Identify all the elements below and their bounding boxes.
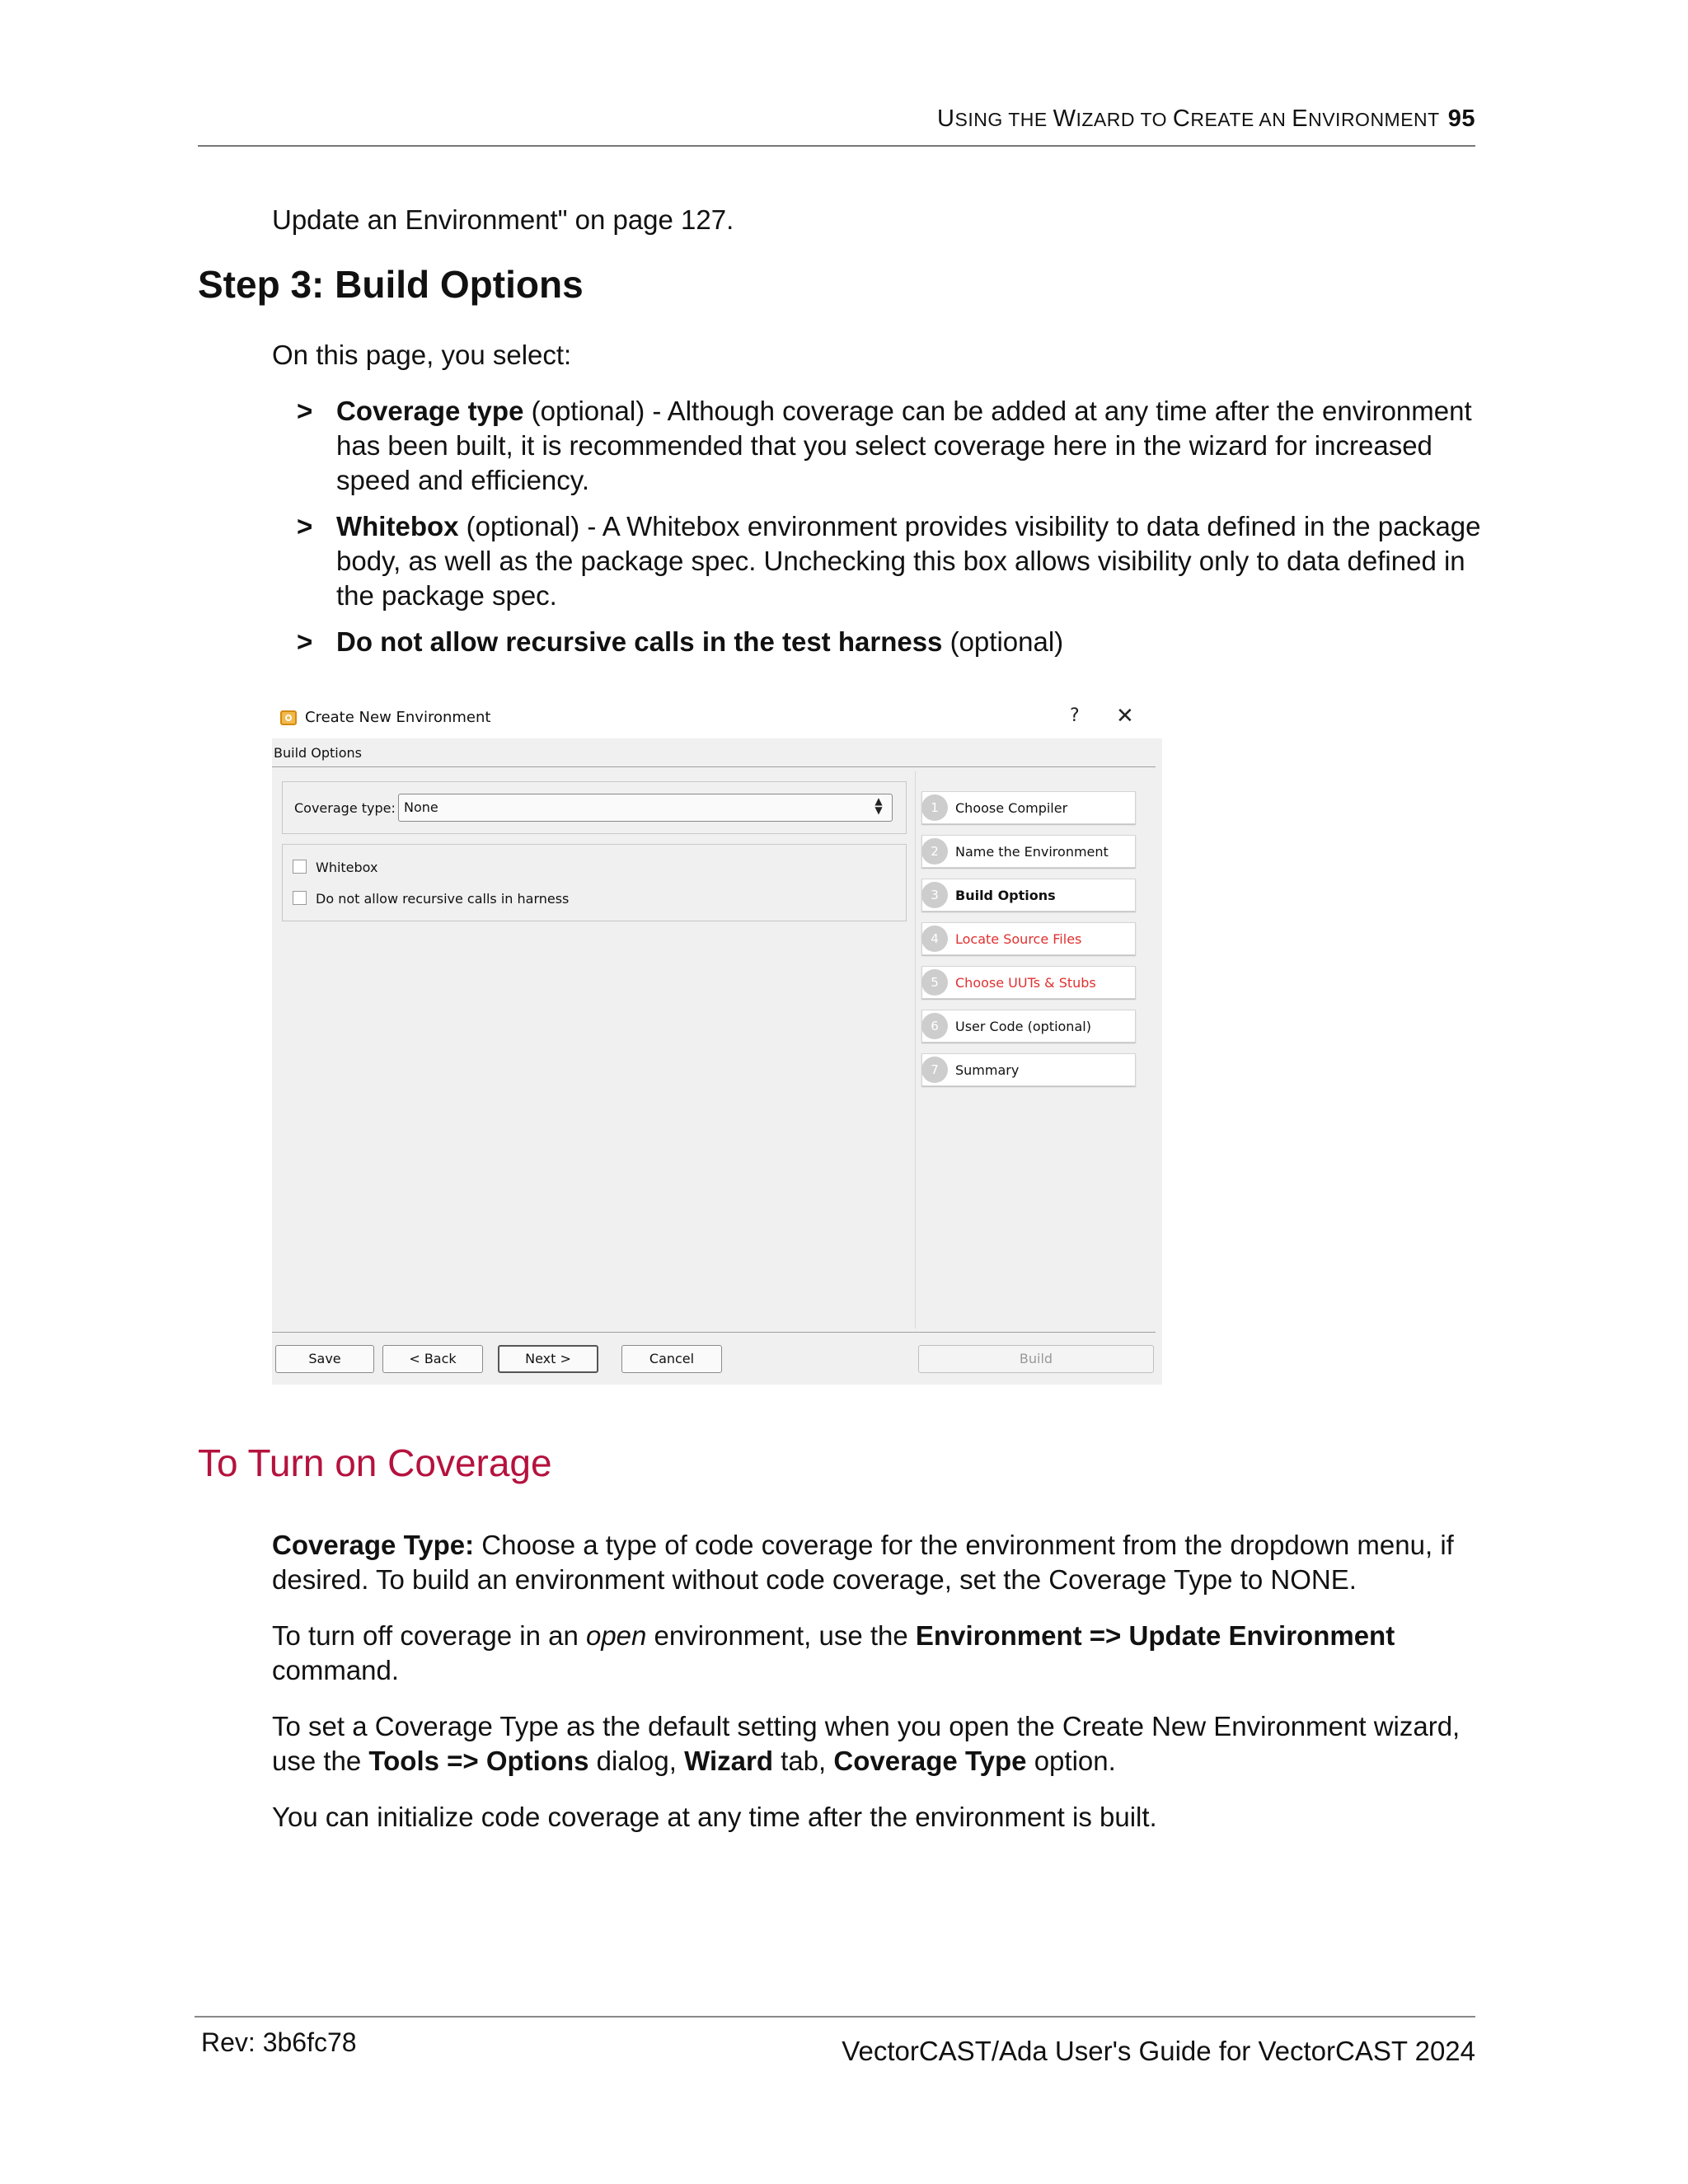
emphasis: open: [585, 1620, 647, 1651]
divider: [272, 766, 1156, 767]
app-icon: [280, 710, 297, 725]
step-user-code[interactable]: [921, 1010, 1136, 1043]
step-choose-uuts-stubs[interactable]: [921, 966, 1136, 999]
step-number: 7: [921, 1057, 948, 1083]
close-icon[interactable]: ✕: [1116, 704, 1134, 729]
running-header: [937, 105, 1475, 133]
tab-name: Wizard: [684, 1746, 773, 1776]
whitebox-checkbox[interactable]: [293, 860, 307, 874]
header-rule: [198, 145, 1475, 147]
paragraph-text: option.: [1026, 1746, 1116, 1776]
step-summary[interactable]: [921, 1053, 1136, 1086]
cancel-button[interactable]: Cancel: [621, 1345, 722, 1373]
dialog-titlebar: [272, 699, 1162, 738]
back-button[interactable]: < Back: [382, 1345, 483, 1373]
header-title-part: E: [1292, 105, 1309, 132]
spin-arrows-icon: ▲ ▼: [874, 795, 883, 816]
paragraph-text: Choose a type of code coverage for the environment from the dropdown menu, if desired. To build an environment without code coverage, set the Coverage Type to NONE.: [272, 1530, 1454, 1595]
menu-command: Environment => Update Environment: [915, 1620, 1395, 1651]
bullet-item: [297, 625, 1484, 659]
header-title-part: REATE AN: [1190, 109, 1292, 130]
bullet-text: (optional): [942, 626, 1064, 657]
save-button[interactable]: Save: [275, 1345, 374, 1373]
paragraph-text: To turn off coverage in an: [272, 1620, 586, 1651]
bullet-list: [297, 394, 1484, 671]
lead-text: On this page, you select:: [272, 340, 572, 370]
coverage-type-value: None: [404, 799, 438, 815]
header-title-part: C: [1172, 105, 1191, 132]
dialog-title: Create New Environment: [305, 709, 491, 726]
page-number: 95: [1447, 105, 1475, 132]
step-number: 5: [921, 969, 948, 996]
paragraph-text: command.: [272, 1655, 400, 1685]
intro-line: Update an Environment" on page 127.: [272, 204, 734, 235]
no-recursion-label: Do not allow recursive calls in harness: [316, 891, 570, 907]
paragraph-coverage-type: [272, 1528, 1484, 1597]
step-name-environment[interactable]: [921, 835, 1136, 868]
header-title: [937, 105, 1440, 132]
wizard-page-label: Build Options: [274, 745, 362, 761]
step-locate-source-files[interactable]: [921, 922, 1136, 955]
footer-title: VectorCAST/Ada User's Guide for VectorCAST 2024: [842, 2036, 1475, 2066]
whitebox-label: Whitebox: [316, 860, 378, 875]
step-number: 3: [921, 882, 948, 908]
step-choose-compiler[interactable]: [921, 791, 1136, 824]
paragraph-text: tab,: [772, 1746, 834, 1776]
bullet-item: [297, 509, 1484, 613]
step-label: Summary: [955, 1062, 1020, 1078]
step-number: 4: [921, 926, 948, 952]
header-title-part: NVIRONMENT: [1308, 109, 1440, 130]
subsection-title: To Turn on Coverage: [198, 1441, 552, 1484]
bullet-term: Whitebox: [336, 511, 459, 541]
bullet-marker: >: [297, 626, 313, 657]
coverage-type-label: Coverage type:: [294, 800, 396, 816]
divider: [272, 1332, 1156, 1333]
coverage-type-select[interactable]: [398, 794, 893, 822]
step-build-options[interactable]: [921, 879, 1136, 912]
paragraph-default-setting: [272, 1709, 1484, 1779]
step-label: Name the Environment: [955, 844, 1109, 860]
paragraph-text: environment, use the: [646, 1620, 916, 1651]
bullet-marker: >: [297, 396, 313, 426]
bullet-marker: >: [297, 511, 313, 541]
paragraph-turn-off: [272, 1619, 1484, 1688]
bullet-text: (optional) - A Whitebox environment provides visibility to data defined in the package body, as well as the package spec. Unchecking this box allows visibility only to data defined in the package spec.: [336, 511, 1481, 611]
footer-rule: [195, 2016, 1475, 2018]
help-button[interactable]: ?: [1070, 705, 1080, 726]
header-title-part: U: [937, 105, 955, 132]
paragraph-text: dialog,: [588, 1746, 685, 1776]
step-number: 6: [921, 1013, 948, 1039]
bullet-term: Coverage type: [336, 396, 524, 426]
bullet-text: (optional) - Although coverage can be added at any time after the environment has been built, it is recommended that you select coverage here in the wizard for increased speed and efficiency.: [336, 396, 1472, 495]
bullet-term: Do not allow recursive calls in the test harness: [336, 626, 943, 657]
next-button[interactable]: Next >: [498, 1345, 598, 1373]
menu-command: Tools => Options: [368, 1746, 589, 1776]
step-label: Choose Compiler: [955, 800, 1068, 816]
header-title-part: W: [1053, 105, 1076, 132]
paragraph-text: To set a Coverage Type as the default setting when you open the Create New Environment wizard, use the: [272, 1711, 1461, 1776]
step-label: Choose UUTs & Stubs: [955, 975, 1096, 991]
coverage-group: [282, 781, 907, 834]
header-title-part: IZARD TO: [1076, 109, 1173, 130]
header-title-part: SING THE: [954, 109, 1053, 130]
term: Coverage Type:: [272, 1530, 475, 1560]
bullet-item: [297, 394, 1484, 498]
footer-revision: Rev: 3b6fc78: [201, 2027, 357, 2057]
no-recursion-checkbox[interactable]: [293, 891, 307, 905]
step-label: Locate Source Files: [955, 931, 1082, 947]
step-label: Build Options: [955, 888, 1056, 903]
step-number: 1: [921, 794, 948, 821]
paragraph-initialize: You can initialize code coverage at any time after the environment is built.: [272, 1802, 1157, 1832]
step-label: User Code (optional): [955, 1019, 1091, 1034]
options-group: [282, 844, 907, 921]
step-number: 2: [921, 838, 948, 865]
create-environment-dialog: [272, 699, 1162, 1385]
section-title: Step 3: Build Options: [198, 263, 584, 306]
option-name: Coverage Type: [833, 1746, 1027, 1776]
build-button[interactable]: Build: [918, 1345, 1154, 1373]
